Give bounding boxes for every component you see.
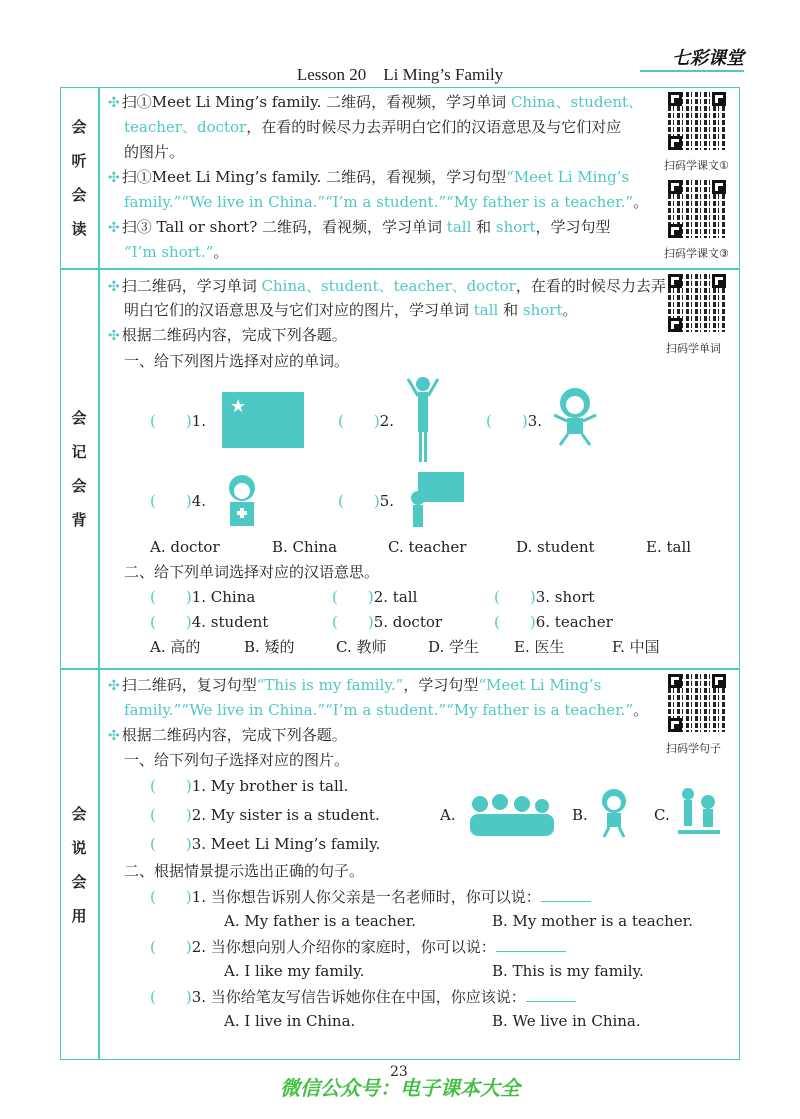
tall-girl-image: [405, 374, 441, 464]
answer-blank[interactable]: ( ): [150, 806, 192, 824]
side-label-speak-use: [60, 669, 98, 1060]
s1-line-4: ✣ 扫①Meet Li Ming’s family. 二维码，看视频，学习句型“Meet Li Ming’s: [108, 168, 630, 186]
brand-logo: 七彩课堂: [672, 48, 744, 69]
q3-option-b: B. We live in China.: [492, 1012, 641, 1030]
q2-option-a: A. I like my family.: [224, 962, 365, 980]
word-item-2: ( )2. tall: [332, 588, 418, 606]
pic-item-5: ( )5.: [338, 492, 395, 510]
pic-item-2: ( )2.: [338, 412, 395, 430]
s2-line-3: ✣ 根据二维码内容，完成下列各题。: [108, 326, 347, 344]
s3-line-3: ✣ 根据二维码内容，完成下列各题。: [108, 726, 347, 744]
family-group-image: [466, 790, 558, 838]
sparkle-icon: ✣: [108, 220, 120, 236]
footer-watermark: 微信公众号：电子课本大全: [280, 1076, 520, 1100]
china-flag-image: ★: [222, 392, 304, 448]
answer-blank[interactable]: ( ): [494, 613, 536, 631]
answer-blank[interactable]: ( ): [150, 412, 192, 430]
side-char: 听: [71, 151, 87, 170]
sentence-item-2: ( )2. My sister is a student.: [150, 806, 380, 824]
answer-blank[interactable]: ( ): [150, 938, 192, 956]
q2-option-b: B. This is my family.: [492, 962, 644, 980]
situation-q3: ( )3. 当你给笔友写信告诉她你住在中国，你应该说：: [150, 986, 576, 1008]
s3-part2-title: 二、根据情景提示选出正确的句子。: [124, 862, 365, 880]
sparkle-icon: ✣: [108, 678, 120, 694]
brand-underline: [640, 70, 744, 72]
word-item-6: ( )6. teacher: [494, 613, 613, 631]
side-label-listen-read: [60, 87, 98, 268]
s1-line-5: family.”“We live in China.”“I’m a student.”“My father is a teacher.”。: [124, 193, 649, 211]
answer-blank[interactable]: ( ): [494, 588, 536, 606]
answer-underline[interactable]: [541, 901, 591, 902]
answer-blank[interactable]: ( ): [332, 588, 374, 606]
sentence-item-3: ( )3. Meet Li Ming’s family.: [150, 835, 381, 853]
short-girl-small-image: [594, 786, 634, 838]
side-divider: [98, 87, 100, 1060]
word-item-5: ( )5. doctor: [332, 613, 443, 631]
s3-line-1: ✣ 扫二维码，复习句型“This is my family.”，学习句型“Meet Li Ming’s: [108, 676, 602, 694]
sparkle-icon: ✣: [108, 328, 120, 344]
pic-item-1: ( )1.: [150, 412, 207, 430]
word-item-4: ( )4. student: [150, 613, 269, 631]
answer-blank[interactable]: ( ): [150, 777, 192, 795]
qr-code-sentences[interactable]: [668, 674, 726, 732]
answer-underline[interactable]: [526, 1001, 576, 1002]
s1-line-1: ✣ 扫①Meet Li Ming’s family. 二维码，看视频，学习单词 China、student、: [108, 93, 644, 111]
sparkle-icon: ✣: [108, 728, 120, 744]
situation-q1: ( )1. 当你想告诉别人你父亲是一名老师时，你可以说：: [150, 886, 591, 908]
qr-caption-2: 扫码学课文③: [664, 247, 729, 260]
side-char: 会: [71, 408, 87, 427]
answer-blank[interactable]: ( ): [150, 988, 192, 1006]
qr-code-lesson3[interactable]: [668, 180, 726, 238]
s2-line-1: ✣ 扫二维码，学习单词 China、student、teacher、doctor，在看的时候尽力去弄: [108, 277, 666, 295]
side-char: 用: [71, 906, 87, 925]
s3-line-2: family.”“We live in China.”“I’m a student.”“My father is a teacher.”。: [124, 701, 649, 719]
pic-item-4: ( )4.: [150, 492, 207, 510]
answer-blank[interactable]: ( ): [150, 588, 192, 606]
q1-option-b: B. My mother is a teacher.: [492, 912, 693, 930]
qr-caption-words: 扫码学单词: [666, 342, 721, 355]
short-girl-image: [550, 385, 600, 447]
side-char: 会: [71, 185, 87, 204]
pic-option-b-label: B.: [572, 806, 588, 824]
s3-part1-title: 一、给下列句子选择对应的图片。: [124, 751, 350, 769]
answer-blank[interactable]: ( ): [150, 888, 192, 906]
pic-option-a-label: A.: [440, 806, 456, 824]
q3-option-a: A. I live in China.: [224, 1012, 356, 1030]
section-divider-2: [60, 668, 740, 670]
qr-code-lesson1[interactable]: [668, 92, 726, 150]
s1-line-7: “I’m short.”。: [124, 243, 229, 261]
lesson-title: Lesson 20 Li Ming’s Family: [296, 65, 504, 84]
answer-blank[interactable]: ( ): [486, 412, 528, 430]
section-divider-1: [60, 268, 740, 270]
sentence-item-1: ( )1. My brother is tall.: [150, 777, 349, 795]
answer-blank[interactable]: ( ): [150, 835, 192, 853]
answer-blank[interactable]: ( ): [338, 412, 380, 430]
answer-blank[interactable]: ( ): [150, 613, 192, 631]
side-char: 读: [71, 219, 87, 238]
situation-q2: ( )2. 当你想向别人介绍你的家庭时，你可以说：: [150, 936, 566, 958]
doctor-image: [220, 470, 264, 528]
page-number: 23: [390, 1064, 408, 1080]
pic-item-3: ( )3.: [486, 412, 543, 430]
s1-line-3: 的图片。: [124, 143, 185, 161]
qr-caption-1: 扫码学课文①: [664, 159, 729, 172]
side-char: 会: [71, 872, 87, 891]
s2-part2-title: 二、给下列单词选择对应的汉语意思。: [124, 563, 380, 581]
s2-line-2: 明白它们的汉语意思及与它们对应的图片，学习单词 tall 和 short。: [124, 301, 578, 319]
brother-sister-image: [676, 786, 722, 838]
side-char: 会: [71, 804, 87, 823]
answer-blank[interactable]: ( ): [332, 613, 374, 631]
q1-option-a: A. My father is a teacher.: [224, 912, 417, 930]
answer-underline[interactable]: [496, 951, 566, 952]
side-char: 记: [71, 442, 87, 461]
sparkle-icon: ✣: [108, 170, 120, 186]
side-char: 说: [71, 838, 87, 857]
answer-blank[interactable]: ( ): [338, 492, 380, 510]
student-with-flag-image: [404, 468, 466, 530]
sparkle-icon: ✣: [108, 95, 120, 111]
qr-caption-sentences: 扫码学句子: [666, 742, 721, 755]
qr-code-words[interactable]: [668, 274, 726, 332]
side-label-remember: [60, 269, 98, 668]
sparkle-icon: ✣: [108, 279, 120, 295]
word-item-1: ( )1. China: [150, 588, 256, 606]
word-item-3: ( )3. short: [494, 588, 595, 606]
s1-line-6: ✣ 扫③ Tall or short? 二维码，看视频，学习单词 tall 和 short，学习句型: [108, 218, 611, 236]
s2-part1-title: 一、给下列图片选择对应的单词。: [124, 352, 350, 370]
side-char: 会: [71, 476, 87, 495]
side-char: 背: [71, 510, 87, 529]
s1-line-2: teacher、doctor，在看的时候尽力去弄明白它们的汉语意思及与它们对应: [124, 118, 622, 136]
pic-option-c-label: C.: [654, 806, 670, 824]
side-char: 会: [71, 117, 87, 136]
answer-blank[interactable]: ( ): [150, 492, 192, 510]
